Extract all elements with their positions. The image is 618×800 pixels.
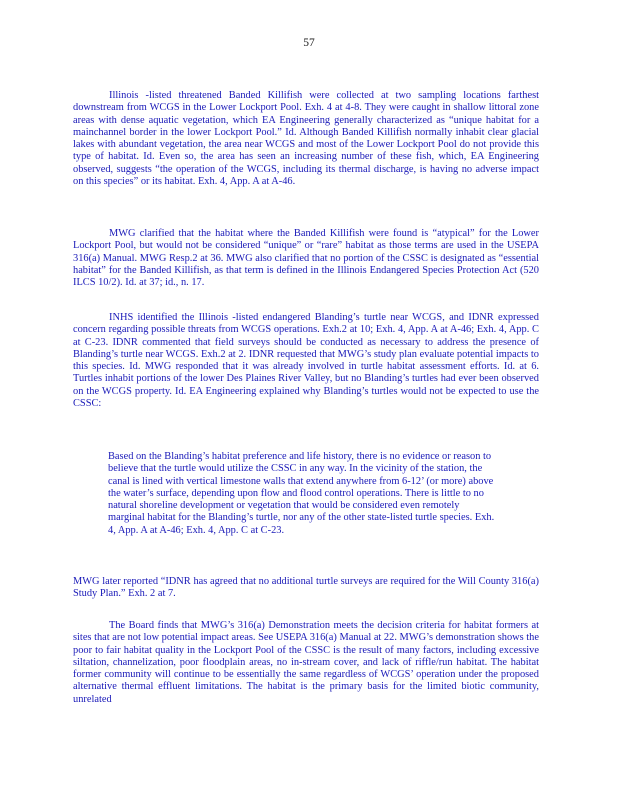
- paragraph-board-finds: [73, 620, 539, 706]
- block-quote: [108, 451, 498, 537]
- paragraph-inhs-blandings-turtle: [73, 312, 539, 410]
- paragraph-text: The Board finds that MWG’s 316(a) Demonstration meets the decision criteria for habitat formers at sites that are not low potential impact areas. See USEPA 316(a) Manual at 22. MWG’s demonstration shows the poor to fair habitat quality in the Lockport Pool of the CSSC is the result of many factors, including excessive siltation, channelization, poor floodplain areas, no in-stream cover, and lack of riffle/run habitat. The habitat former community will continue to be essentially the same regardless of WCGS’ operation under the proposed alternative thermal effluent limitations. The habitat is the primary basis for the limited biotic community, unrelated: [73, 620, 539, 705]
- paragraph-text: Illinois -listed threatened Banded Killifish were collected at two sampling locations farthest downstream from WCGS in the Lower Lockport Pool. Exh. 4 at 4-8. They were caught in shallow littoral zone areas with dense aquatic vegetation, which EA Engineering generally characterized as “unique habitat for a mainchannel border in the lower Lockport Pool.” Id. Although Banded Killifish normally inhabit clear glacial lakes with abundant vegetation, the area near WCGS and most of the Lower Lockport Pool do not provide this type of habitat. Id. Even so, the area has seen an increasing number of these fish, which, EA Engineering observed, suggests “the operation of the WCGS, including its thermal discharge, is having no adverse impact on this species” or its habitat. Exh. 4, App. A at A-46.: [73, 90, 539, 188]
- paragraph-mwg-clarified: [73, 228, 539, 289]
- paragraph-text: INHS identified the Illinois -listed endangered Blanding’s turtle near WCGS, and IDNR expressed concern regarding possible threats from WCGS operations. Exh.2 at 10; Exh. 4, App. A at A-46; Exh. 4, App. C at C-23. IDNR commented that field surveys should be conducted as necessary to address the presence of Blanding’s turtle near WCGS. Exh.2 at 2. IDNR requested that MWG’s study plan evaluate potential impacts to this species. Id. MWG responded that it was already involved in turtle habitat assessment efforts. Id. at 6. Turtles inhabit portions of the lower Des Plaines River Valley, but no Blanding’s turtles had ever been observed on the WCGS property. Id. EA Engineering explained why Blanding’s turtles would not be expected to use the CSSC:: [73, 312, 539, 410]
- paragraph-text: MWG later reported “IDNR has agreed that no additional turtle surveys are required for the Will County 316(a) Study Plan.” Exh. 2 at 7.: [73, 576, 539, 600]
- paragraph-idnr-surveys: [73, 576, 539, 601]
- page-number: 57: [303, 37, 315, 49]
- paragraph-banded-killifish: [73, 90, 539, 188]
- paragraph-text: MWG clarified that the habitat where the Banded Killifish were found is “atypical” for the Lower Lockport Pool, but would not be considered “unique” or “rare” habitat as those terms are used in the USEPA 316(a) Manual. MWG Resp.2 at 36. MWG also clarified that no portion of the CSSC is designated as “essential habitat” for the Banded Killifish, as that term is defined in the Illinois Endangered Species Protection Act (520 ILCS 10/2). Id. at 37; id., n. 17.: [73, 228, 539, 289]
- quote-text: Based on the Blanding’s habitat preference and life history, there is no evidence or reason to believe that the turtle would utilize the CSSC in any way. In the vicinity of the station, the canal is lined with vertical limestone walls that extend anywhere from 6-12’ (or more) above the water’s surface, depending upon flow and flood control operations. There is little to no natural shoreline development or vegetation that would be considered even remotely marginal habitat for the Blanding’s turtle, nor any of the other state-listed turtle species. Exh. 4, App. A at A-46; Exh. 4, App. C at C-23.: [108, 451, 495, 536]
